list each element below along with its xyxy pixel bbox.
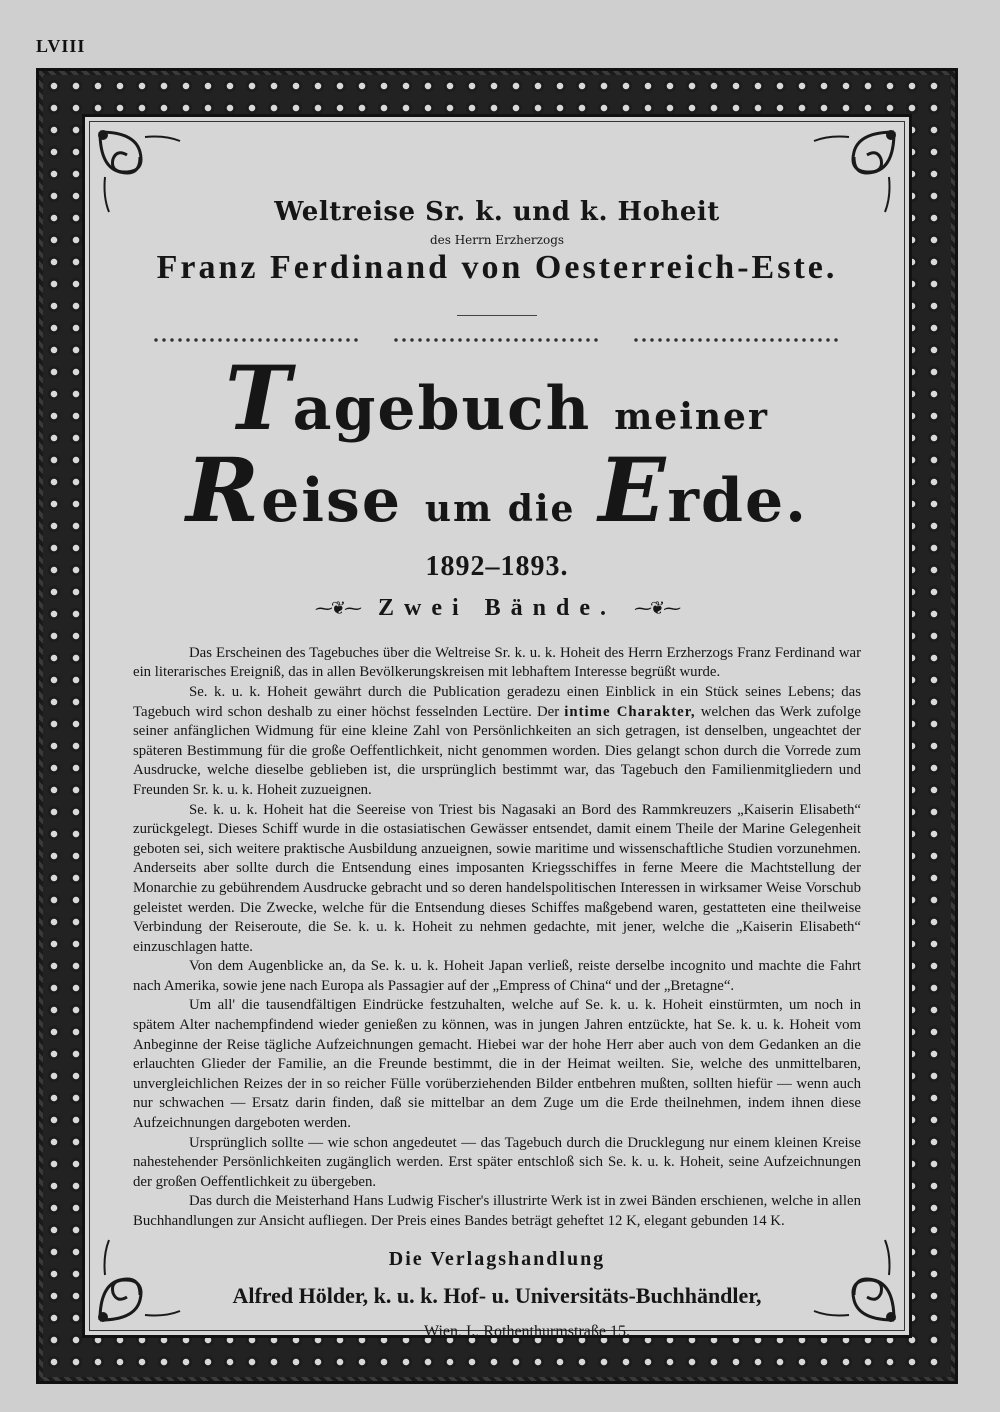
publisher-name: Alfred Hölder, k. u. k. Hof- u. Universitäts-Buchhändler,	[232, 1282, 762, 1308]
dotted-ornament	[392, 336, 602, 344]
title-word: agebuch	[292, 374, 592, 444]
title-initial: E	[598, 438, 668, 543]
title-word: eise	[261, 466, 402, 537]
publisher-address: Wien, I., Rothenthurmstraße 15.	[424, 1322, 630, 1340]
paragraph: Se. k. u. k. Hoheit gewährt durch die Publication geradezu einen Einblick in ein Stück seines Lebens; das Tagebuch wird schon deshalb zu einer höchst fesselnden Lectüre. Der intime Charakter, welchen das Werk zufolge seiner anfänglichen Widmung für eine kleine Zahl von Persönlichkeiten an sich getragen, ist denselben, ungeachtet der späteren Bestimmung für die große Oeffentlichkeit, nicht genommen worden. Dies gelangt schon durch die Vorrede zum Ausdrucke, welche dieselbe geblieben ist, die ursprünglich bestimmt war, das Tagebuch den Familienmitgliedern und Freunden Sr. k. u. k. Hoheit zuzueignen.	[133, 683, 862, 798]
dotted-ornament	[152, 336, 362, 344]
sprig-left-icon: ⁓❦⁓	[314, 597, 360, 619]
publisher-heading: Die Verlagshandlung	[388, 1247, 606, 1270]
header-line-1: Weltreise Sr. k. und k. Hoheit	[274, 197, 720, 227]
inner-panel	[82, 114, 912, 1338]
paragraph: Um all' die tausendfältigen Eindrücke festzuhalten, welche auf Se. k. u. k. Hoheit einstürmten, um noch in spätem Alter nachempfindend wieder genießen zu können, was in jungen Jahren entzückte, hat Se. k. u. k. Hoheit vom Anbeginne der Reise tägliche Aufzeichnungen gemacht. Hiebei war der hohe Herr aber auch von dem Gedanken an die erlauchten Glieder der Familie, an die Freunde bestimmt, die in der Heimat weilten. Sie, welche des unmittelbaren, unvergleichlichen Reizes der in so reicher Fülle vorüberziehenden Bilder entbehren mußten, sollten hiefür — wenn auch nur schwachen — Ersatz darin finden, daß sie mittelbar an dem Zuge um die Erde theilnehmen, indem ihnen diese Aufzeichnungen dargeboten werden.	[133, 997, 861, 1132]
years: 1892–1893.	[425, 550, 569, 582]
header-line-2: des Herrn Erzherzogs	[429, 233, 565, 247]
title-initial: R	[185, 438, 262, 543]
paragraph: Se. k. u. k. Hoheit hat die Seereise von Triest bis Nagasaki an Bord des Rammkreuzers „Kaiserin Elisabeth“ zurückgelegt. Dieses Schiff wurde in die ostasiatischen Gewässer entsendet, damit einem Theile der Marine Gelegenheit geboten sei, sich weitere praktische Ausbildung anzueignen, sowie maritime und wissenschaftliche Studien vorzunehmen. Anderseits aber sollte durch die Entsendung eines imposanten Kriegsschiffes in ferne Meere die Machtstellung der Monarchie zu gebührendem Ausdrucke gebracht und so deren handelspolitischen Interessen in wirksamer Weise Vorschub geleistet werden. Die Zwecke, welche für die Entsendung dieses Schiffes maßgebend waren, gestatteten eine theilweise Verbindung der Reiseroute, die Se. k. u. k. Hoheit zu nehmen gedachte, mit jener, welche die „Kaiserin Elisabeth“ einzuschlagen hatte.	[133, 801, 861, 955]
book-title	[125, 346, 869, 543]
publisher-signature	[125, 1248, 869, 1341]
header-line-3: Franz Ferdinand von Oesterreich-Este.	[156, 249, 838, 286]
title-word: rde.	[667, 466, 809, 537]
body-text	[133, 644, 861, 1232]
volumes-row	[125, 595, 869, 622]
divider	[457, 315, 537, 316]
paragraph: Ursprünglich sollte — wie schon angedeutet — das Tagebuch durch die Drucklegung nur einem kleinen Kreise nahestehender Persönlichkeiten zugänglich werden. Erst später entschloß sich Se. k. u. k. Hoheit, seine Aufzeichnungen der großen Oeffentlichkeit zu übergeben.	[133, 1134, 861, 1190]
page-number: LVIII	[36, 36, 86, 56]
volumes-label: Zwei Bände.	[377, 594, 616, 621]
title-word: um die	[424, 488, 576, 531]
sprig-right-icon: ⁓❦⁓	[634, 597, 680, 619]
dotted-ornament-row	[125, 336, 869, 344]
paragraph: Das durch die Meisterhand Hans Ludwig Fischer's illustrirte Werk ist in zwei Bänden erschienen, welche in allen Buchhandlungen zur Ansicht aufliegen. Der Preis eines Bandes beträgt geheftet 12 K, elegant gebunden 14 K.	[133, 1193, 861, 1229]
paragraph: Das Erscheinen des Tagebuches über die Weltreise Sr. k. u. k. Hoheit des Herrn Erzherzogs Franz Ferdinand war ein literarisches Ereigniß, das in allen Bevölkerungskreisen mit lebhaftem Interesse begrüßt wurde.	[133, 644, 861, 681]
paragraph: Von dem Augenblicke an, da Se. k. u. k. Hoheit Japan verließ, reiste derselbe incognito und machte die Fahrt nach Amerika, sowie jene nach Europa als Passagier auf der „Empress of China“ und der „Bretagne“.	[133, 958, 861, 994]
title-word: meiner	[614, 396, 769, 438]
advertisement-content	[125, 177, 869, 1340]
emphasis: intime Charakter,	[564, 703, 696, 720]
title-initial: T	[225, 346, 293, 450]
ornamental-border	[36, 68, 958, 1384]
dotted-ornament	[632, 336, 842, 344]
